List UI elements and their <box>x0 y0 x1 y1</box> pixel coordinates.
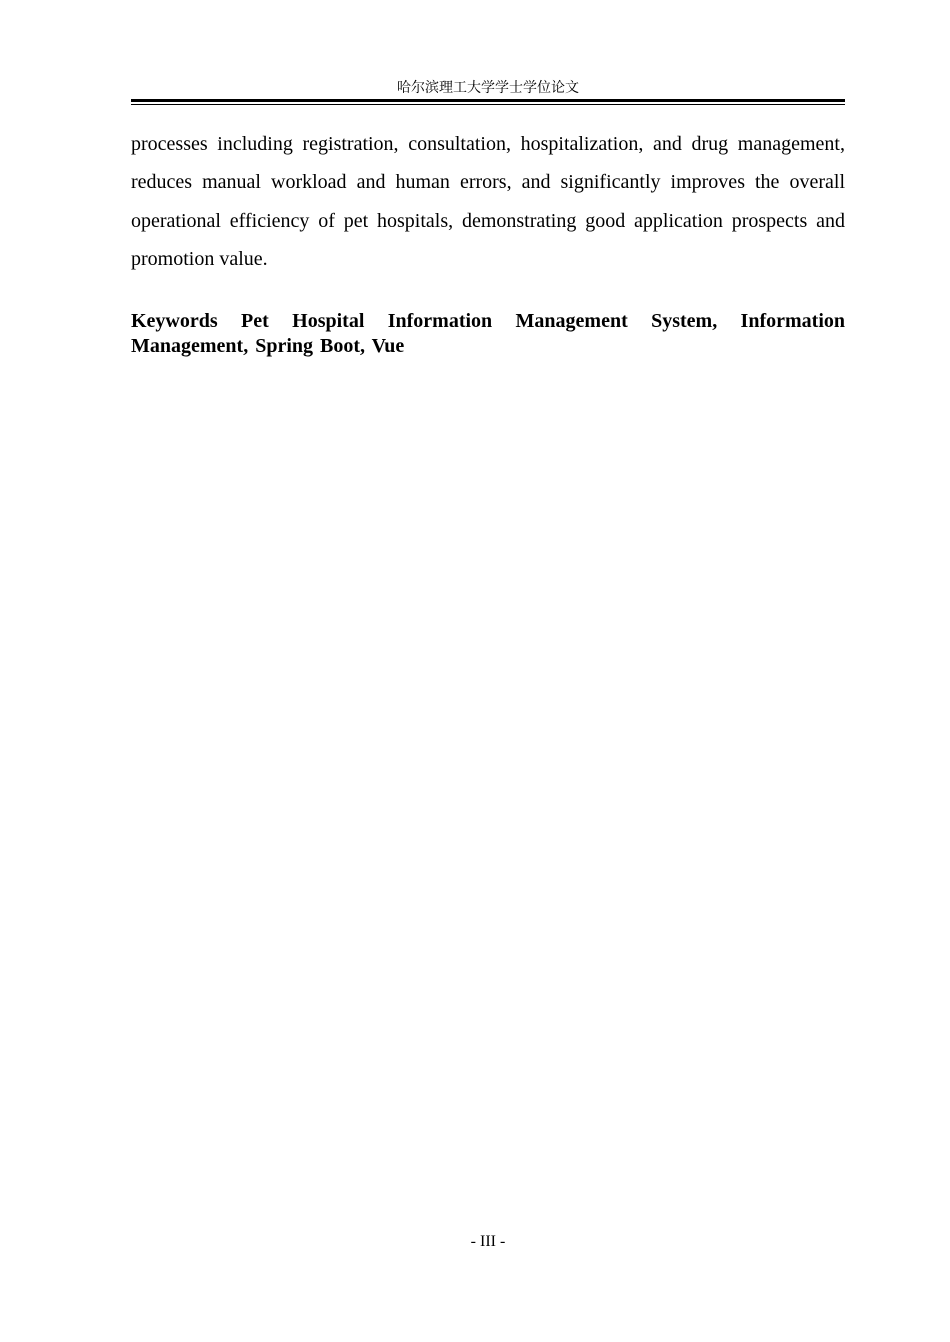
running-header: 哈尔滨理工大学学士学位论文 <box>397 80 579 96</box>
header-rule-thick <box>131 99 845 102</box>
abstract-paragraph: processes including registration, consultation, hospitalization, and drug management, reduces manual workload and human errors, and significantly improves the overall operational efficiency of pet hospitals, demonstrating good application prospects and promotion value. <box>131 133 845 270</box>
keywords-line <box>131 309 845 359</box>
page-number: - III - <box>470 1233 506 1250</box>
keywords-text: Pet Hospital Information Management System, Information Management, Spring Boot, Vue <box>131 310 845 357</box>
keywords-label: Keywords <box>131 310 218 332</box>
header-rule-thin <box>131 104 845 105</box>
